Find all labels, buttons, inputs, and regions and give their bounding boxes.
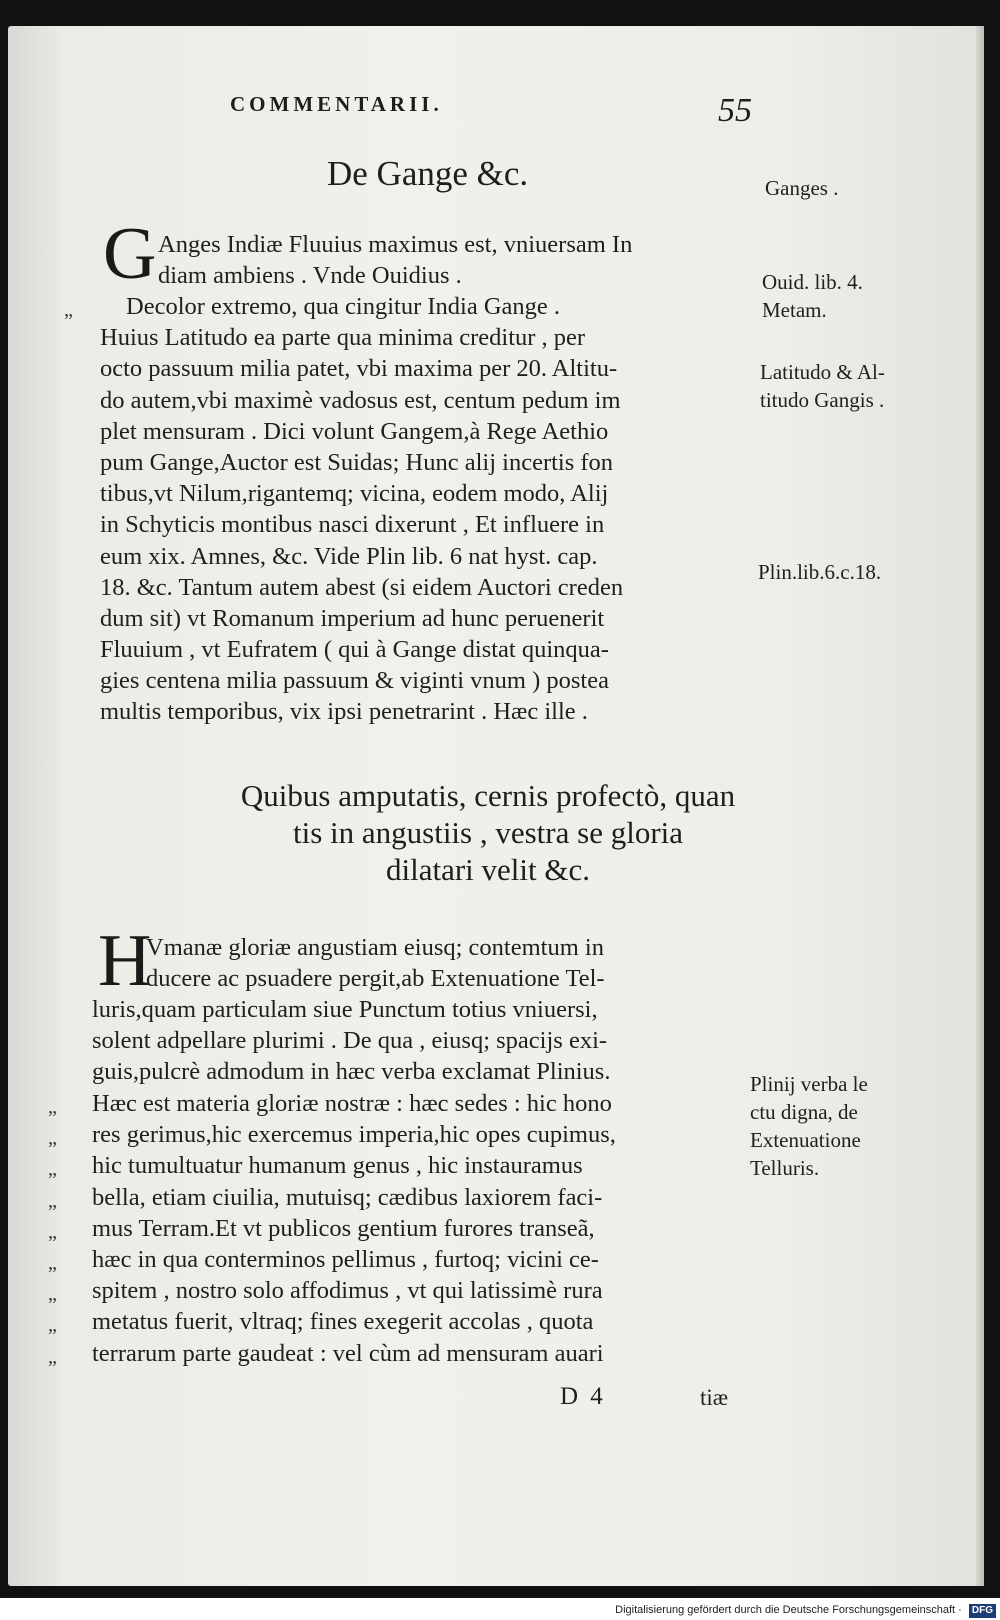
quote-line: metatus fuerit, vltraq; fines exegerit accolas , quota — [92, 1308, 594, 1336]
text-line: multis temporibus, vix ipsi penetrarint . Hæc ille . — [100, 698, 588, 726]
text-line — [48, 1275, 616, 1306]
text-line — [48, 1119, 616, 1150]
catchword: tiæ — [700, 1385, 729, 1410]
text-line — [48, 1306, 616, 1337]
text-line: diam ambiens . Vnde Ouidius . — [158, 262, 462, 290]
text-line: Fluuium , vt Eufratem ( qui à Gange distat quinqua- — [100, 636, 609, 664]
text-line: solent adpellare plurimi . De qua , eiusq; spacijs exi- — [92, 1027, 608, 1055]
quote-line: spitem , nostro solo affodimus , vt qui latissimè rura — [92, 1277, 603, 1305]
text-line — [48, 1213, 616, 1244]
quote-line: Decolor extremo, qua cingitur India Gange . — [126, 293, 561, 320]
margin-note-plinij — [750, 1070, 868, 1182]
quote-line: terrarum parte gaudeat : vel cùm ad mensuram auari — [92, 1339, 604, 1367]
margin-note-line: ctu digna, de — [750, 1100, 858, 1124]
drop-cap: G — [103, 213, 157, 295]
quote-mark: „ — [48, 1220, 57, 1243]
footer-credit — [0, 1600, 996, 1620]
running-title: COMMENTARII. — [230, 92, 443, 116]
text-line: do autem,vbi maximè vadosus est, centum pedum im — [100, 386, 621, 414]
quote-line: mus Terram.Et vt publicos gentium furores transeã, — [92, 1214, 595, 1242]
text-line — [64, 291, 623, 322]
text-line: Anges Indiæ Fluuius maximus est, vniuersam In — [158, 231, 633, 258]
margin-note-line: Metam. — [762, 298, 827, 322]
text-line: tibus,vt Nilum,rigantemq; vicina, eodem modo, Alij — [100, 480, 609, 508]
page-edge — [976, 26, 984, 1586]
text-line — [48, 1182, 616, 1213]
text-line: dum sit) vt Romanum imperium ad hunc peruenerit — [100, 604, 605, 632]
footer-text: Digitalisierung gefördert durch die Deutsche Forschungsgemeinschaft · — [615, 1604, 962, 1616]
text-line: eum xix. Amnes, &c. Vide Plin lib. 6 nat hyst. cap. — [100, 542, 598, 570]
text-line: guis,pulcrè admodum in hæc verba exclamat Plinius. — [92, 1058, 611, 1086]
quote-mark: „ — [48, 1283, 57, 1306]
text-line: pum Gange,Auctor est Suidas; Hunc alij incertis fon — [100, 448, 614, 476]
text-line: Vmanæ gloriæ angustiam eiusq; contemtum in — [146, 934, 604, 961]
text-line: plet mensuram . Dici volunt Gangem,à Rege Aethio — [100, 417, 609, 445]
quote-mark: „ — [48, 1251, 57, 1274]
section-title: De Gange &c. — [327, 154, 529, 193]
subheading-line: dilatari velit &c. — [385, 852, 590, 887]
dfg-logo: DFG — [969, 1604, 996, 1618]
drop-cap: H — [98, 920, 152, 1002]
page-number: 55 — [718, 92, 752, 129]
quote-line: bella, etiam ciuilia, mutuisq; cædibus laxiorem faci- — [92, 1183, 603, 1211]
quote-mark: „ — [48, 1189, 57, 1212]
quote-mark: „ — [48, 1345, 57, 1368]
text-line: gies centena milia passuum & viginti vnum ) postea — [100, 667, 609, 695]
text-line — [48, 1088, 616, 1119]
text-line — [48, 1338, 616, 1369]
text-line — [48, 1150, 616, 1181]
quote-mark: „ — [48, 1096, 57, 1118]
subheading-line: Quibus amputatis, cernis profectò, quan — [240, 778, 736, 813]
margin-note-latitudo — [760, 358, 885, 414]
text-block — [146, 932, 605, 994]
quote-mark: „ — [48, 1127, 57, 1150]
subheading-line: tis in angustiis , vestra se gloria — [292, 815, 684, 850]
margin-note-line: Plinij verba le — [750, 1072, 868, 1096]
quote-line: Hæc est materia gloriæ nostræ : hæc sedes : hic hono — [92, 1090, 612, 1117]
text-line — [48, 1244, 616, 1275]
text-line: 18. &c. Tantum autem abest (si eidem Auctori creden — [100, 573, 624, 601]
text-line: luris,quam particulam siue Punctum totius vniuersi, — [92, 996, 598, 1023]
quote-mark: „ — [48, 1158, 57, 1181]
margin-note-ouid — [762, 268, 863, 324]
margin-note-line: Latitudo & Al- — [760, 360, 885, 384]
text-line: Huius Latitudo ea parte qua minima creditur , per — [100, 324, 586, 352]
text-line: octo passuum milia patet, vbi maxima per 20. Altitu- — [100, 355, 618, 383]
quote-line: res gerimus,hic exercemus imperia,hic opes cupimus, — [92, 1121, 616, 1149]
quote-line: hæc in qua conterminos pellimus , furtoq; vicini ce- — [92, 1245, 599, 1273]
margin-note-line: Ouid. lib. 4. — [762, 270, 863, 294]
signature-mark: D 4 — [560, 1383, 606, 1410]
margin-note-line: Extenuatione — [750, 1128, 861, 1152]
quote-block — [48, 1088, 616, 1369]
margin-note-line: Telluris. — [750, 1156, 820, 1180]
margin-note-plin: Plin.lib.6.c.18. — [758, 560, 882, 584]
text-block — [64, 291, 624, 728]
margin-note-line: titudo Gangis . — [760, 388, 885, 412]
text-block — [158, 229, 632, 291]
quote-mark: „ — [64, 299, 73, 321]
quote-line: hic tumultuatur humanum genus , hic instauramus — [92, 1152, 583, 1180]
text-line: ducere ac psuadere pergit,ab Extenuatione Tel- — [146, 965, 605, 993]
quote-mark: „ — [48, 1314, 57, 1337]
margin-note-ganges: Ganges . — [765, 176, 839, 200]
text-block — [92, 994, 610, 1088]
text-line: in Schyticis montibus nasci dixerunt , Et influere in — [100, 511, 605, 539]
